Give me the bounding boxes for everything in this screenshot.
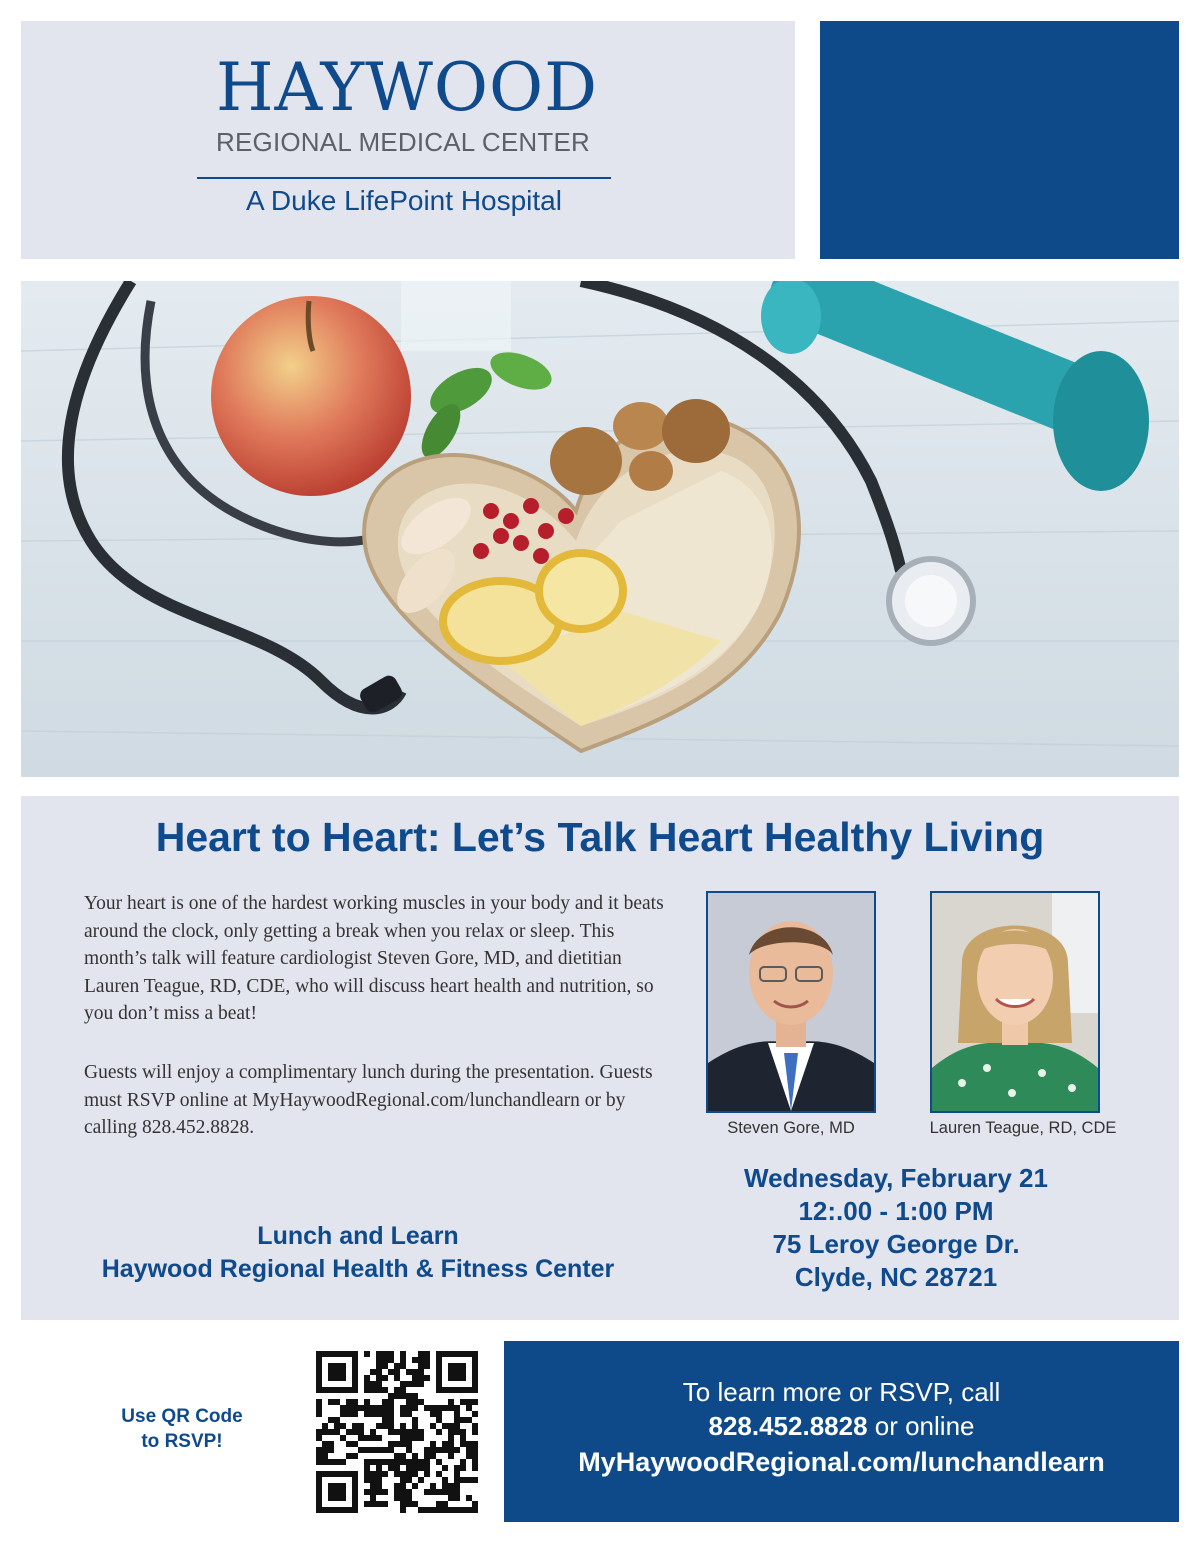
event-city: Clyde, NC 28721 bbox=[794, 1262, 998, 1292]
header-accent-block bbox=[820, 21, 1179, 259]
logo-subtitle: REGIONAL MEDICAL CENTER bbox=[216, 127, 590, 157]
logo-panel bbox=[21, 21, 795, 259]
speaker-portrait-1 bbox=[708, 893, 874, 1111]
cta-url[interactable]: MyHaywoodRegional.com/lunchandlearn bbox=[578, 1447, 1105, 1477]
cta-phone-line bbox=[504, 1411, 1179, 1442]
cta-intro: To learn more or RSVP, call bbox=[682, 1377, 1001, 1407]
event-details bbox=[651, 1162, 1141, 1294]
logo-divider bbox=[197, 177, 611, 179]
cta-or-online: or online bbox=[867, 1411, 975, 1441]
event-headline: Heart to Heart: Let’s Talk Heart Healthy Living bbox=[155, 814, 1045, 860]
venue-event-name: Lunch and Learn bbox=[257, 1222, 459, 1250]
hero-illustration bbox=[21, 281, 1179, 777]
apple bbox=[211, 296, 411, 496]
speaker-caption-lauren-teague: Lauren Teague, RD, CDE bbox=[929, 1119, 1117, 1137]
logo-wordmark: HAYWOOD bbox=[215, 49, 599, 126]
venue-location: Haywood Regional Health & Fitness Center bbox=[101, 1255, 615, 1283]
description-paragraph: Your heart is one of the hardest working muscles in your body and it beats around the clock, only getting a break when you relax or sleep. This month’s talk will feature cardiologist Steven Gore, MD, and dietitian Lauren Teague, RD, CDE, who will discuss heart health and nutrition, so you don’t miss a beat! bbox=[84, 893, 664, 1024]
qr-label bbox=[82, 1404, 282, 1454]
venue-block bbox=[21, 1220, 695, 1286]
qr-label-line-1: Use QR Code bbox=[121, 1406, 243, 1427]
logo-tagline: A Duke LifePoint Hospital bbox=[246, 185, 562, 216]
event-date: Wednesday, February 21 bbox=[744, 1163, 1048, 1193]
event-address: 75 Leroy George Dr. bbox=[772, 1229, 1020, 1259]
event-time: 12:.00 - 1:00 PM bbox=[798, 1196, 994, 1226]
rsvp-qr-code[interactable] bbox=[316, 1351, 478, 1513]
rsvp-paragraph: Guests will enjoy a complimentary lunch during the presentation. Guests must RSVP online at MyHaywoodRegional.com/lunchandlearn or by calling 828.452.8828. bbox=[84, 1062, 653, 1138]
event-info-panel bbox=[21, 796, 1179, 1320]
qr-code-icon bbox=[316, 1351, 478, 1513]
hero-photo bbox=[21, 281, 1179, 777]
speaker-photo-lauren-teague bbox=[930, 891, 1100, 1113]
speaker-portrait-2 bbox=[932, 893, 1098, 1111]
rsvp-cta-panel bbox=[504, 1341, 1179, 1522]
speaker-photo-steven-gore bbox=[706, 891, 876, 1113]
cta-phone[interactable]: 828.452.8828 bbox=[708, 1411, 868, 1441]
qr-label-line-2: to RSVP! bbox=[141, 1431, 223, 1452]
speaker-caption-steven-gore: Steven Gore, MD bbox=[727, 1119, 855, 1137]
